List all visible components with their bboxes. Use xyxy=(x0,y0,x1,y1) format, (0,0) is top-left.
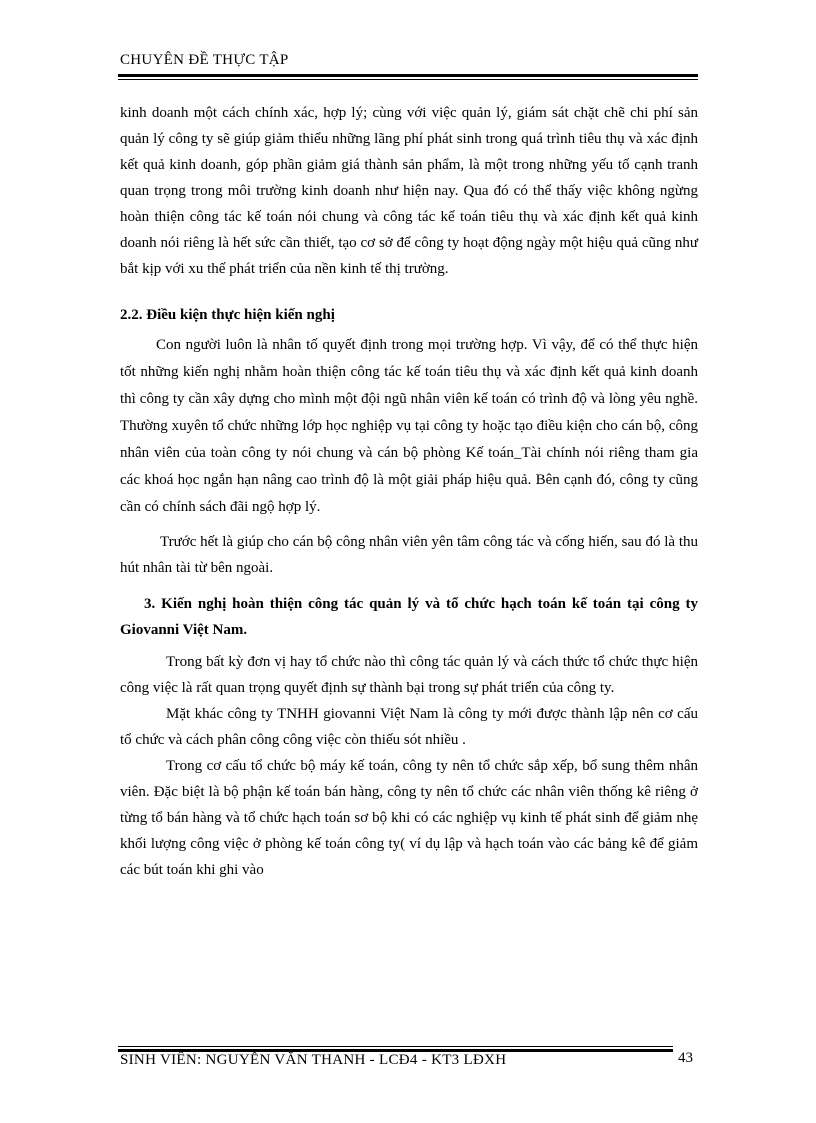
paragraph-priority: Trước hết là giúp cho cán bộ công nhân viên yên tâm công tác và cống hiến, sau đó là thu hút nhân tài từ bên ngoài. xyxy=(120,534,698,576)
paragraph-management: Trong bất kỳ đơn vị hay tổ chức nào thì công tác quản lý và cách thức tổ chức thực hiện công việc là rất quan trọng quyết định sự thành bại trong sự phát triển của công ty. xyxy=(120,654,698,696)
header-divider-thin xyxy=(118,79,698,80)
paragraph-structure: Mặt khác công ty TNHH giovanni Việt Nam là công ty mới được thành lập nên cơ cấu tổ chức và cách phân công công việc còn thiếu sót nhiều . xyxy=(120,706,698,748)
section-heading-3: 3. Kiến nghị hoàn thiện công tác quản lý và tổ chức hạch toán kế toán tại công ty Giovanni Việt Nam. xyxy=(120,596,698,638)
paragraph-conditions: Con người luôn là nhân tố quyết định trong mọi trường hợp. Vì vậy, để có thể thực hiện tốt những kiến nghị nhằm hoàn thiện công tác kế toán tiêu thụ và xác định kết quả kinh doanh thì công ty cần xây dựng cho mình một đội ngũ nhân viên kế toán có trình độ và lòng yêu nghề. Thường xuyên tổ chức những lớp học nghiệp vụ tại công ty hoặc tạo điều kiện cho cán bộ, công nhân viên của toàn công ty nói chung và cán bộ phòng Kế toán_Tài chính nói riêng tham gia các khoá học ngắn hạn nâng cao trình độ là một giải pháp hiệu quả. Bên cạnh đó, công ty cũng cần có chính sách đãi ngộ hợp lý. xyxy=(120,337,698,515)
footer-student-info: SINH VIÊN: NGUYỄN VĂN THANH - LCĐ4 - KT3 LĐXH xyxy=(120,1052,507,1068)
paragraph-accounting-org: Trong cơ cấu tổ chức bộ máy kế toán, công ty nên tổ chức sắp xếp, bổ sung thêm nhân viên. Đặc biệt là bộ phận kế toán bán hàng, công ty nên tổ chức các nhân viên thống kê riêng ở từng tổ bán hàng và tổ chức hạch toán sơ bộ khi có các nghiệp vụ kinh tế phát sinh để giảm nhẹ khối lượng công việc ở phòng kế toán công ty( ví dụ lập và hạch toán vào các bảng kê để giảm các bút toán khi ghi vào xyxy=(120,758,698,878)
page-number: 43 xyxy=(678,1050,693,1066)
section-heading-2-2: 2.2. Điều kiện thực hiện kiến nghị xyxy=(120,307,335,323)
footer-divider-thin xyxy=(118,1046,673,1047)
document-body xyxy=(120,100,698,883)
header-divider-thick xyxy=(118,74,698,77)
page-header-title: CHUYÊN ĐỀ THỰC TẬP xyxy=(120,52,289,68)
paragraph-intro: kinh doanh một cách chính xác, hợp lý; cùng với việc quản lý, giám sát chặt chẽ chi phí sản quản lý công ty sẽ giúp giảm thiểu những lãng phí phát sinh trong quá trình tiêu thụ và xác định kết quả kinh doanh, góp phần giảm giá thành sản phẩm, là một trong những yếu tố cạnh tranh quan trọng trong môi trường kinh doanh như hiện nay. Qua đó có thể thấy việc không ngừng hoàn thiện công tác kế toán nói chung và công tác kế toán tiêu thụ và xác định kết quả kinh doanh nói riêng là hết sức cần thiết, tạo cơ sở để công ty hoạt động ngày một hiệu quả cũng như bắt kịp với xu thế phát triển của nền kinh tế thị trường. xyxy=(120,105,698,277)
